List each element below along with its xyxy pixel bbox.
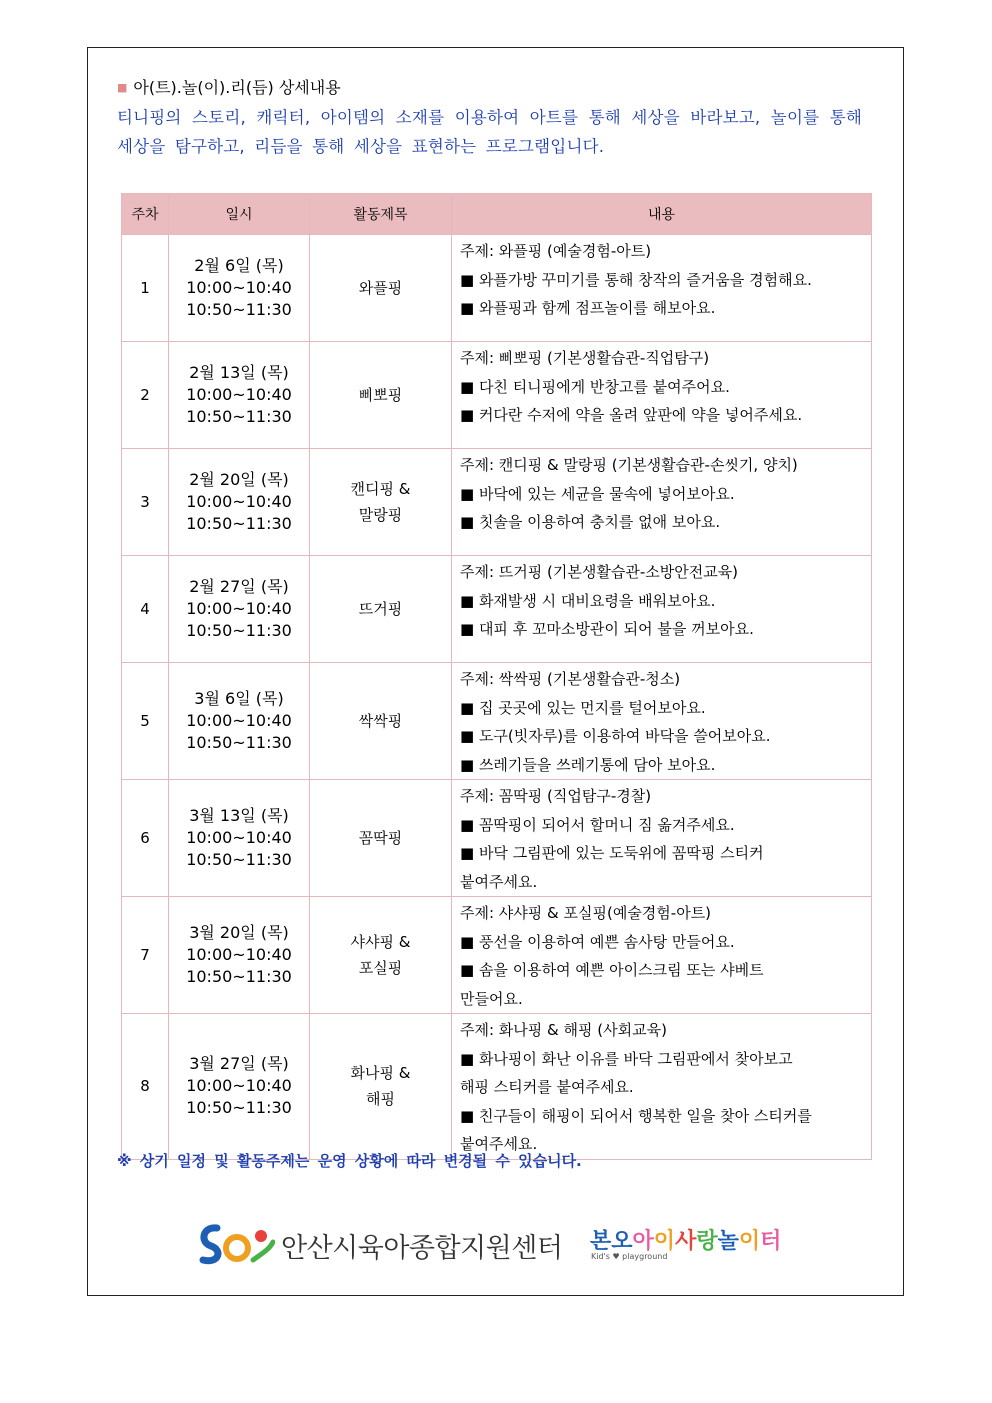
table-row: [122, 342, 872, 449]
session-time: 10:00~10:40: [186, 385, 292, 404]
activity-title: 말랑핑: [358, 506, 403, 524]
table-row: [122, 449, 872, 556]
content-line: 붙여주세요.: [460, 1135, 538, 1153]
content-topic: 주제: 와플핑 (예술경험-아트): [460, 242, 652, 260]
activity-title-cell: [310, 556, 452, 663]
table-header-row: [122, 194, 872, 235]
session-time: 10:00~10:40: [186, 1076, 292, 1096]
content-line: 만들어요.: [460, 989, 523, 1008]
content-topic: 주제: 싹싹핑 (기본생활습관-청소): [460, 670, 681, 688]
activity-title: 화나핑 &: [350, 1064, 411, 1083]
table-row: [122, 1014, 872, 1160]
week-cell: 6: [122, 780, 169, 897]
intro-paragraph: 티니핑의 스토리, 캐릭터, 아이템의 소재를 이용하여 아트를 통해 세상을 바라보고, 놀이를 통해 세상을 탐구하고, 리듬을 통해 세상을 표현하는 프로그램입니다.: [117, 108, 862, 156]
session-time: 10:00~10:40: [186, 828, 292, 847]
session-time: 10:50~11:30: [186, 733, 292, 752]
content-topic: 주제: 꼼딱핑 (직업탐구-경찰): [460, 787, 652, 805]
content-topic: 주제: 화나핑 & 해핑 (사회교육): [460, 1021, 667, 1039]
session-time: 10:00~10:40: [186, 945, 292, 964]
activity-title: 싹싹핑: [358, 712, 403, 730]
session-time: 10:50~11:30: [186, 407, 292, 426]
week-cell: 5: [122, 663, 169, 780]
activity-title: 샤샤핑 &: [350, 933, 411, 951]
session-time: 10:00~10:40: [186, 599, 292, 618]
content-line: 해핑 스티커를 붙여주세요.: [460, 1078, 634, 1096]
activity-title-cell: [310, 235, 452, 342]
content-cell: [452, 449, 872, 556]
content-line: ■ 와플핑과 함께 점프놀이를 해보아요.: [460, 299, 716, 317]
session-date: 3월 27일 (목): [189, 1054, 289, 1074]
week-cell: 3: [122, 449, 169, 556]
date-cell: [169, 780, 310, 897]
content-line: ■ 쓰레기들을 쓰레기통에 담아 보아요.: [460, 755, 716, 774]
content-line: ■ 바닥에 있는 세균을 물속에 넣어보아요.: [460, 484, 735, 503]
content-line: ■ 솜을 이용하여 예쁜 아이스크림 또는 샤베트: [460, 961, 764, 979]
content-cell: [452, 897, 872, 1014]
content-line: ■ 도구(빗자루)를 이용하여 바닥을 쓸어보아요.: [460, 727, 771, 745]
activity-title-cell: [310, 663, 452, 780]
content-topic: 주제: 샤샤핑 & 포실핑(예술경험-아트): [460, 904, 712, 922]
playground-tagline: Kid's ♥ playground: [591, 1252, 668, 1261]
header-content: 내용: [452, 194, 872, 235]
center-logo-mark-icon: [195, 1220, 275, 1266]
session-date: 3월 20일 (목): [189, 923, 289, 942]
playground-name: 본오아이사랑놀이터: [590, 1229, 782, 1254]
activity-title-cell: [310, 449, 452, 556]
date-cell: [169, 342, 310, 449]
content-cell: [452, 780, 872, 897]
center-name: 안산시육아종합지원센터: [281, 1233, 563, 1264]
header-title: 활동제목: [310, 194, 452, 235]
table-row: [122, 235, 872, 342]
content-line: ■ 집 곳곳에 있는 먼지를 털어보아요.: [460, 698, 706, 717]
activity-title-cell: [310, 897, 452, 1014]
session-date: 2월 13일 (목): [189, 363, 289, 382]
session-time: 10:50~11:30: [186, 300, 292, 319]
date-cell: [169, 663, 310, 780]
activity-title: 캔디핑 &: [350, 480, 411, 498]
session-time: 10:00~10:40: [186, 278, 292, 297]
content-topic: 주제: 삐뽀핑 (기본생활습관-직업탐구): [460, 349, 710, 367]
square-bullet-icon: ■: [117, 81, 128, 94]
content-line: ■ 화나핑이 화난 이유를 바닥 그림판에서 찾아보고: [460, 1049, 793, 1068]
content-cell: [452, 556, 872, 663]
table-row: [122, 780, 872, 897]
session-time: 10:50~11:30: [186, 1098, 292, 1118]
content-cell: [452, 663, 872, 780]
date-cell: [169, 897, 310, 1014]
session-date: 2월 20일 (목): [189, 470, 289, 489]
table-row: [122, 556, 872, 663]
table-row: [122, 663, 872, 780]
date-cell: [169, 449, 310, 556]
content-topic: 주제: 캔디핑 & 말랑핑 (기본생활습관-손씻기, 양치): [460, 456, 798, 474]
section-heading: [117, 75, 341, 98]
activity-title-cell: [310, 1014, 452, 1160]
schedule-note: ※ 상기 일정 및 활동주제는 운영 상황에 따라 변경될 수 있습니다.: [117, 1152, 582, 1170]
session-time: 10:50~11:30: [186, 621, 292, 640]
content-line: ■ 친구들이 해핑이 되어서 행복한 일을 찾아 스티커를: [460, 1106, 812, 1125]
activity-title-cell: [310, 342, 452, 449]
table-row: [122, 897, 872, 1014]
week-cell: 8: [122, 1014, 169, 1160]
session-time: 10:50~11:30: [186, 967, 292, 986]
session-time: 10:50~11:30: [186, 850, 292, 869]
activity-title: 뜨거핑: [358, 600, 403, 618]
session-date: 3월 13일 (목): [189, 806, 289, 825]
content-line: ■ 와플가방 꾸미기를 통해 창작의 즐거움을 경험해요.: [460, 270, 812, 289]
content-topic: 주제: 뜨거핑 (기본생활습관-소방안전교육): [460, 563, 739, 581]
session-date: 2월 6일 (목): [194, 256, 284, 275]
week-cell: 1: [122, 235, 169, 342]
date-cell: [169, 235, 310, 342]
activity-title: 해핑: [366, 1090, 395, 1109]
table-body: [122, 235, 872, 1160]
session-time: 10:00~10:40: [186, 711, 292, 730]
date-cell: [169, 556, 310, 663]
content-cell: [452, 1014, 872, 1160]
header-date: 일시: [169, 194, 310, 235]
activity-title: 포실핑: [358, 959, 403, 977]
date-cell: [169, 1014, 310, 1160]
header-week: 주차: [122, 194, 169, 235]
content-line: ■ 바닥 그림판에 있는 도둑위에 꼼딱핑 스티커: [460, 844, 764, 862]
session-date: 2월 27일 (목): [189, 577, 289, 596]
week-cell: 4: [122, 556, 169, 663]
activity-title-cell: [310, 780, 452, 897]
content-cell: [452, 342, 872, 449]
content-line: ■ 커다란 수저에 약을 올려 앞판에 약을 넣어주세요.: [460, 406, 803, 424]
session-date: 3월 6일 (목): [194, 689, 284, 708]
activity-title: 와플핑: [358, 279, 403, 297]
content-line: ■ 다친 티니핑에게 반창고를 붙여주어요.: [460, 377, 730, 396]
week-cell: 2: [122, 342, 169, 449]
footer-logo: [195, 1220, 815, 1266]
content-line: ■ 꼼딱핑이 되어서 할머니 짐 옮겨주세요.: [460, 815, 735, 834]
activity-title: 삐뽀핑: [358, 386, 403, 404]
session-time: 10:00~10:40: [186, 492, 292, 511]
content-line: ■ 화재발생 시 대비요령을 배워보아요.: [460, 591, 716, 610]
section-heading-text: 아(트).놀(이).리(듬) 상세내용: [133, 78, 341, 97]
session-time: 10:50~11:30: [186, 514, 292, 533]
schedule-table: [121, 193, 872, 1160]
content-line: ■ 칫솔을 이용하여 충치를 없애 보아요.: [460, 513, 721, 531]
content-line: ■ 풍선을 이용하여 예쁜 솜사탕 만들어요.: [460, 932, 735, 951]
content-line: ■ 대피 후 꼬마소방관이 되어 불을 꺼보아요.: [460, 620, 754, 638]
week-cell: 7: [122, 897, 169, 1014]
content-line: 붙여주세요.: [460, 872, 538, 891]
activity-title: 꼼딱핑: [358, 829, 403, 847]
content-cell: [452, 235, 872, 342]
